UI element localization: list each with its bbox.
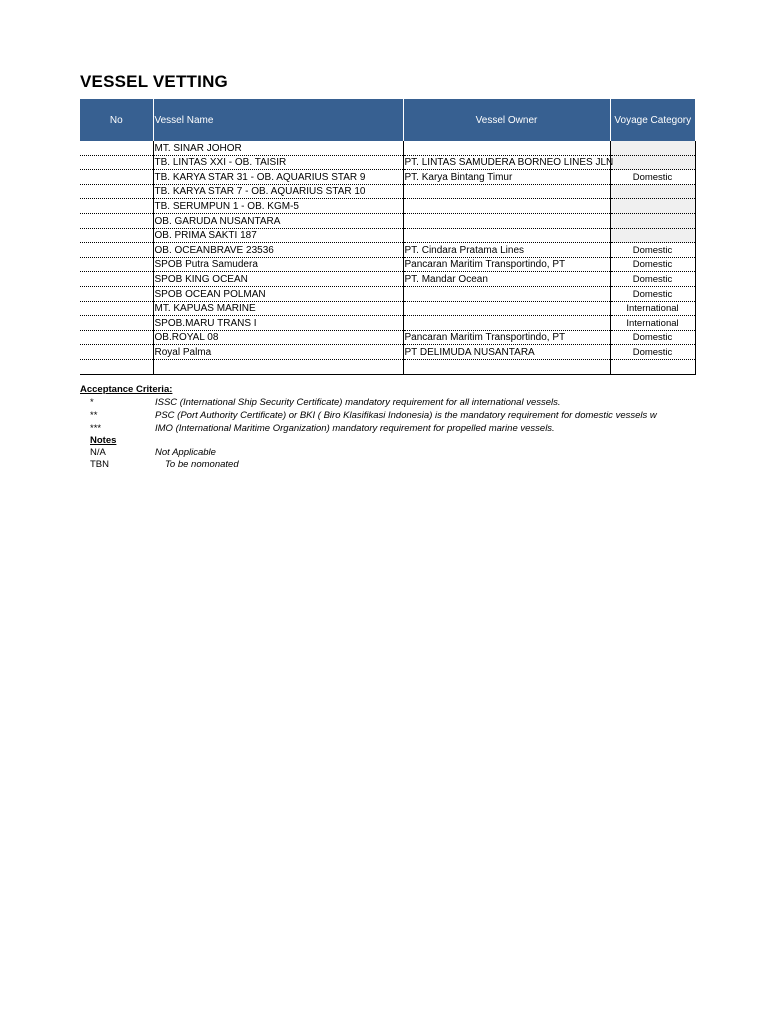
cell-voyage-category[interactable] (610, 228, 695, 243)
cell-voyage-category[interactable] (610, 213, 695, 228)
table-body (80, 141, 695, 374)
notes-item (80, 447, 768, 459)
cell-vessel-name[interactable]: SPOB KING OCEAN (153, 272, 403, 287)
table-row (80, 286, 695, 301)
notes-key: N/A (90, 447, 106, 458)
notes-item (80, 459, 768, 471)
table-row (80, 359, 695, 374)
cell-no[interactable] (80, 301, 153, 316)
cell-vessel-name[interactable]: Royal Palma (153, 345, 403, 360)
cell-vessel-name[interactable]: OB. PRIMA SAKTI 187 (153, 228, 403, 243)
criteria-list (80, 396, 768, 435)
table-row (80, 345, 695, 360)
cell-vessel-name[interactable]: OB.ROYAL 08 (153, 330, 403, 345)
header-vessel-owner[interactable]: Vessel Owner (403, 99, 610, 141)
cell-vessel-name[interactable]: OB. OCEANBRAVE 23536 (153, 243, 403, 258)
notes-value: Not Applicable (155, 447, 216, 458)
cell-vessel-owner[interactable]: PT DELIMUDA NUSANTARA (403, 345, 610, 360)
cell-voyage-category[interactable] (610, 184, 695, 199)
cell-voyage-category[interactable]: International (610, 316, 695, 331)
criteria-text: ISSC (International Ship Security Certificate) mandatory requirement for all international vessels. (155, 397, 561, 408)
cell-vessel-name[interactable]: SPOB Putra Samudera (153, 257, 403, 272)
criteria-item (80, 422, 768, 435)
table-row (80, 170, 695, 185)
notes-list (80, 447, 768, 471)
cell-vessel-name[interactable]: SPOB.MARU TRANS I (153, 316, 403, 331)
cell-voyage-category[interactable]: Domestic (610, 170, 695, 185)
cell-no[interactable] (80, 199, 153, 214)
cell-no[interactable] (80, 316, 153, 331)
criteria-title: Acceptance Criteria: (80, 384, 173, 395)
table-row (80, 257, 695, 272)
cell-vessel-name[interactable]: MT. SINAR JOHOR (153, 141, 403, 155)
cell-no[interactable] (80, 345, 153, 360)
page-title: VESSEL VETTING (80, 72, 228, 91)
notes-value: To be nomonated (165, 459, 239, 470)
cell-vessel-owner[interactable] (403, 228, 610, 243)
cell-no[interactable] (80, 257, 153, 272)
table-row (80, 141, 695, 155)
cell-vessel-name[interactable]: MT. KAPUAS MARINE (153, 301, 403, 316)
cell-vessel-owner[interactable]: PT. Mandar Ocean (403, 272, 610, 287)
cell-no[interactable] (80, 141, 153, 155)
notes-title: Notes (90, 435, 117, 446)
table-row (80, 155, 695, 170)
header-voyage-category[interactable]: Voyage Category (610, 99, 695, 141)
header-no[interactable]: No (80, 99, 153, 141)
table-row (80, 199, 695, 214)
cell-vessel-owner[interactable] (403, 141, 610, 155)
cell-no[interactable] (80, 359, 153, 374)
cell-vessel-owner[interactable]: PT. LINTAS SAMUDERA BORNEO LINES JLN (403, 155, 610, 170)
table-row (80, 330, 695, 345)
table-row (80, 316, 695, 331)
table-header-row (80, 99, 695, 141)
cell-vessel-name[interactable]: OB. GARUDA NUSANTARA (153, 213, 403, 228)
table-row (80, 213, 695, 228)
criteria-text: PSC (Port Authority Certificate) or BKI ( Biro Klasifikasi Indonesia) is the mandatory requirement for domestic vessels w (155, 410, 657, 421)
criteria-mark: *** (90, 423, 102, 434)
cell-no[interactable] (80, 228, 153, 243)
acceptance-criteria (80, 384, 768, 471)
table-row (80, 228, 695, 243)
cell-voyage-category[interactable]: Domestic (610, 286, 695, 301)
cell-voyage-category[interactable]: Domestic (610, 243, 695, 258)
cell-vessel-owner[interactable] (403, 199, 610, 214)
cell-vessel-owner[interactable] (403, 359, 610, 374)
criteria-text: IMO (International Maritime Organization) mandatory requirement for propelled marine vessels. (155, 423, 555, 434)
cell-voyage-category[interactable]: International (610, 301, 695, 316)
cell-vessel-owner[interactable] (403, 213, 610, 228)
cell-no[interactable] (80, 155, 153, 170)
cell-vessel-name[interactable]: SPOB OCEAN POLMAN (153, 286, 403, 301)
criteria-mark: * (90, 397, 94, 408)
cell-voyage-category[interactable]: Domestic (610, 257, 695, 272)
table-row (80, 184, 695, 199)
cell-vessel-name[interactable]: TB. LINTAS XXI - OB. TAISIR (153, 155, 403, 170)
cell-vessel-name[interactable] (153, 359, 403, 374)
cell-vessel-owner[interactable]: PT. Karya Bintang Timur (403, 170, 610, 185)
cell-voyage-category[interactable] (610, 155, 695, 170)
cell-vessel-name[interactable]: TB. KARYA STAR 7 - OB. AQUARIUS STAR 10 (153, 184, 403, 199)
cell-no[interactable] (80, 213, 153, 228)
cell-vessel-owner[interactable]: Pancaran Maritim Transportindo, PT (403, 257, 610, 272)
table-row (80, 243, 695, 258)
header-vessel-name[interactable]: Vessel Name (153, 99, 403, 141)
criteria-item (80, 396, 768, 409)
cell-voyage-category[interactable] (610, 199, 695, 214)
cell-vessel-owner[interactable] (403, 184, 610, 199)
cell-vessel-owner[interactable] (403, 301, 610, 316)
cell-voyage-category[interactable] (610, 359, 695, 374)
cell-vessel-name[interactable]: TB. KARYA STAR 31 - OB. AQUARIUS STAR 9 (153, 170, 403, 185)
cell-vessel-owner[interactable] (403, 316, 610, 331)
criteria-item (80, 409, 768, 422)
criteria-mark: ** (90, 410, 98, 421)
cell-no[interactable] (80, 272, 153, 287)
table-row (80, 272, 695, 287)
cell-vessel-name[interactable]: TB. SERUMPUN 1 - OB. KGM-5 (153, 199, 403, 214)
vessel-table (80, 99, 696, 375)
cell-no[interactable] (80, 184, 153, 199)
cell-voyage-category[interactable]: Domestic (610, 330, 695, 345)
cell-no[interactable] (80, 243, 153, 258)
cell-voyage-category[interactable]: Domestic (610, 345, 695, 360)
cell-vessel-owner[interactable] (403, 286, 610, 301)
notes-key: TBN (90, 459, 109, 470)
cell-voyage-category[interactable]: Domestic (610, 272, 695, 287)
cell-vessel-owner[interactable]: Pancaran Maritim Transportindo, PT (403, 330, 610, 345)
cell-no[interactable] (80, 330, 153, 345)
table-row (80, 301, 695, 316)
cell-voyage-category[interactable] (610, 141, 695, 155)
cell-vessel-owner[interactable]: PT. Cindara Pratama Lines (403, 243, 610, 258)
cell-no[interactable] (80, 170, 153, 185)
cell-no[interactable] (80, 286, 153, 301)
